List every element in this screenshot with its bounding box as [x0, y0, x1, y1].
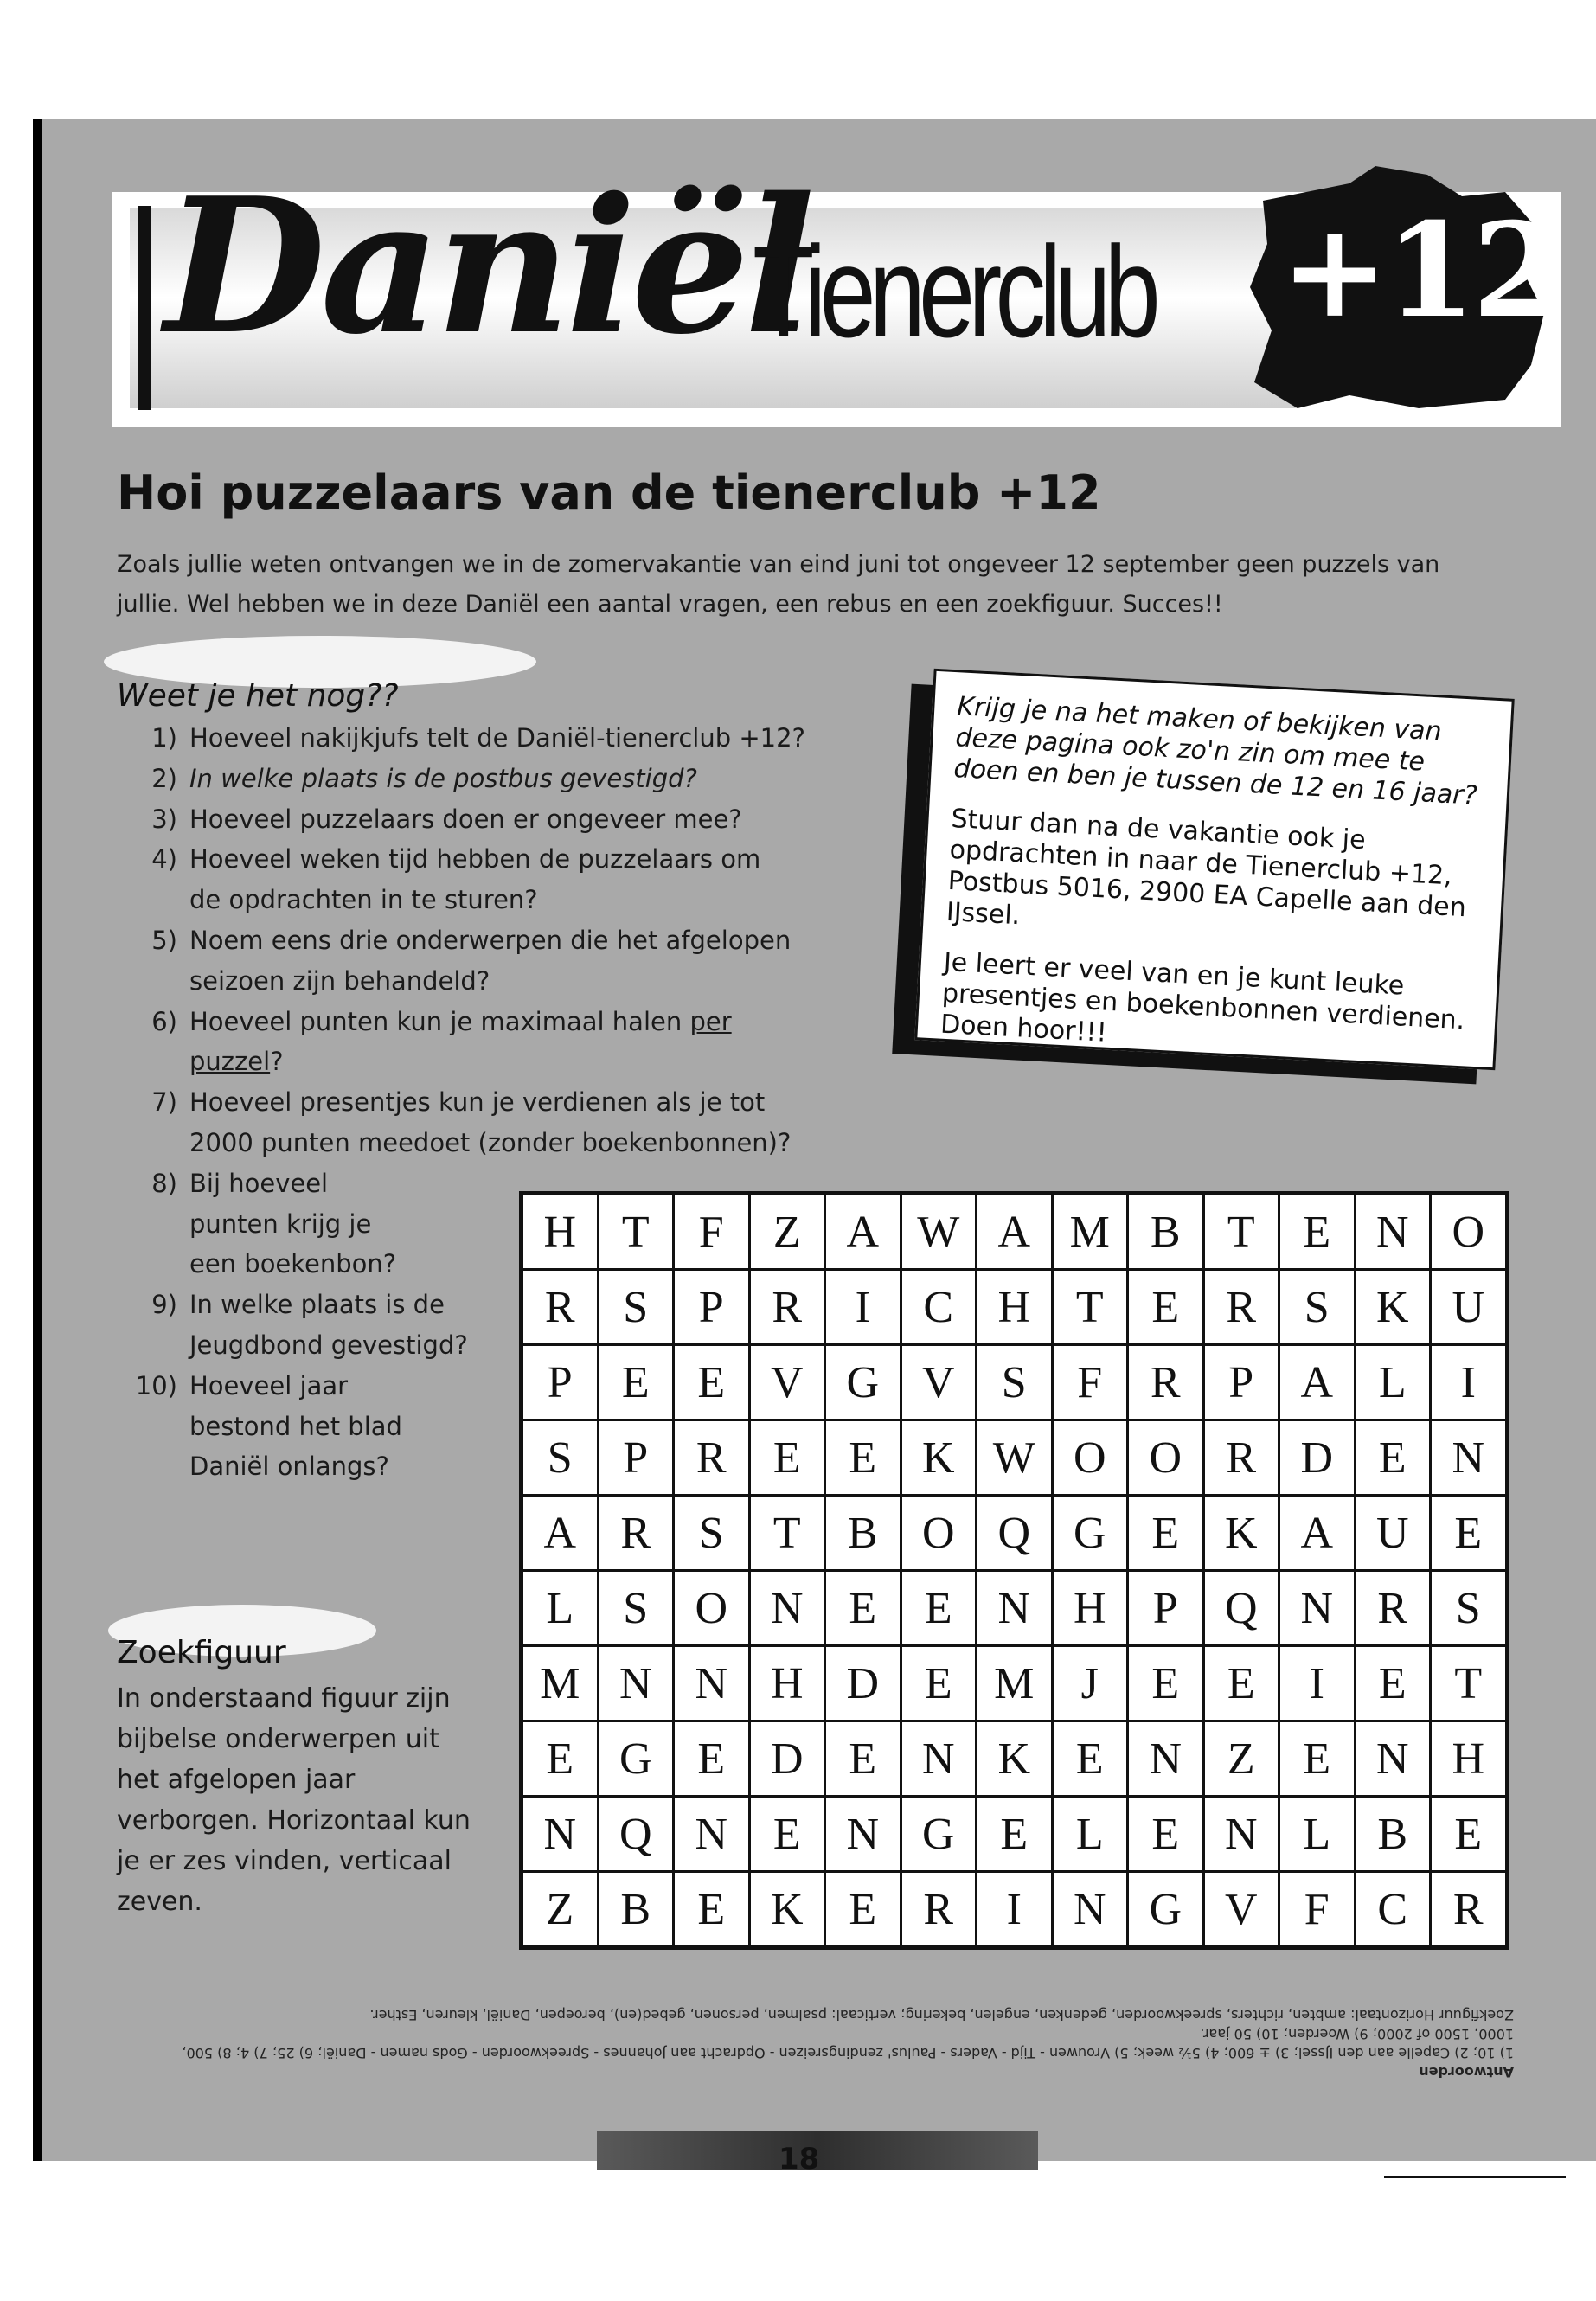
grid-cell: E	[1279, 1721, 1356, 1797]
grid-cell: V	[901, 1345, 977, 1420]
grid-cell: E	[825, 1721, 901, 1797]
page-number: 18	[779, 2142, 820, 2176]
grid-cell: L	[522, 1571, 599, 1646]
grid-cell: P	[1203, 1345, 1279, 1420]
grid-cell: Z	[522, 1872, 599, 1948]
grid-cell: G	[825, 1345, 901, 1420]
callout-box	[914, 669, 1515, 1071]
grid-cell: R	[674, 1420, 750, 1496]
grid-cell: E	[1355, 1646, 1431, 1721]
grid-cell: N	[674, 1646, 750, 1721]
grid-cell: F	[674, 1194, 750, 1270]
question-item	[125, 759, 817, 799]
grid-cell: P	[674, 1270, 750, 1345]
grid-cell: A	[825, 1194, 901, 1270]
grid-cell: V	[749, 1345, 825, 1420]
grid-cell: E	[901, 1646, 977, 1721]
grid-cell: V	[1203, 1872, 1279, 1948]
question-item	[125, 920, 817, 1002]
page-left-border	[33, 119, 42, 2161]
page-title: Hoi puzzelaars van de tienerclub +12	[117, 465, 1101, 520]
grid-cell: U	[1355, 1496, 1431, 1571]
grid-cell: S	[522, 1420, 599, 1496]
grid-cell: R	[598, 1496, 674, 1571]
logo-bar	[138, 206, 151, 410]
grid-cell: S	[598, 1270, 674, 1345]
question-item	[125, 1002, 817, 1083]
section-heading-weet: Weet je het nog??	[117, 678, 399, 714]
grid-cell: E	[901, 1571, 977, 1646]
grid-row	[522, 1270, 1508, 1345]
grid-cell: R	[1431, 1872, 1508, 1948]
grid-cell: Q	[977, 1496, 1053, 1571]
grid-cell: T	[749, 1496, 825, 1571]
question-item	[125, 799, 817, 840]
grid-row	[522, 1496, 1508, 1571]
question-number: 2)	[151, 763, 177, 793]
grid-cell: T	[1052, 1270, 1128, 1345]
grid-cell: I	[977, 1872, 1053, 1948]
answers-block	[95, 2005, 1514, 2081]
grid-cell: D	[825, 1646, 901, 1721]
question-text: Hoeveel nakijkjufs telt de Daniël-tienerclub +12?	[189, 723, 805, 753]
grid-cell: H	[522, 1194, 599, 1270]
grid-cell: K	[749, 1872, 825, 1948]
answers-heading: Antwoorden	[1419, 2064, 1514, 2080]
grid-cell: E	[1128, 1797, 1204, 1872]
grid-row	[522, 1420, 1508, 1496]
question-text	[189, 1002, 817, 1083]
grid-cell: E	[1128, 1646, 1204, 1721]
grid-cell: D	[749, 1721, 825, 1797]
grid-cell: H	[1431, 1721, 1508, 1797]
grid-cell: S	[1431, 1571, 1508, 1646]
grid-cell: L	[1279, 1797, 1356, 1872]
grid-cell: O	[1128, 1420, 1204, 1496]
question-text: In welke plaats is de postbus gevestigd?	[189, 763, 697, 793]
grid-cell: I	[1279, 1646, 1356, 1721]
grid-cell: N	[1052, 1872, 1128, 1948]
grid-cell: O	[674, 1571, 750, 1646]
question-number: 5)	[151, 925, 177, 955]
intro-paragraph: Zoals jullie weten ontvangen we in de zomervakantie van eind juni tot ongeveer 12 september geen puzzels van jullie. Wel hebben we in deze Daniël een aantal vragen, een rebus en een zoekfiguur. Succes!!	[117, 551, 1440, 618]
grid-cell: D	[1279, 1420, 1356, 1496]
question-number: 3)	[151, 804, 177, 834]
grid-cell: E	[674, 1721, 750, 1797]
grid-cell: W	[901, 1194, 977, 1270]
grid-cell: J	[1052, 1646, 1128, 1721]
grid-cell: N	[1128, 1721, 1204, 1797]
grid-cell: E	[1052, 1721, 1128, 1797]
grid-cell: C	[901, 1270, 977, 1345]
grid-cell: Z	[1203, 1721, 1279, 1797]
grid-cell: E	[825, 1420, 901, 1496]
grid-cell: N	[825, 1797, 901, 1872]
zoek-description: In onderstaand figuur zijn bijbelse onderwerpen uit het afgelopen jaar verborgen. Horizontaal kun je er zes vinden, verticaal zeven.	[117, 1683, 471, 1917]
grid-cell: L	[1355, 1345, 1431, 1420]
question-text-underlined: per puzzel	[189, 1006, 732, 1077]
grid-cell: B	[598, 1872, 674, 1948]
grid-cell: U	[1431, 1270, 1508, 1345]
question-item	[125, 718, 817, 759]
grid-cell: S	[1279, 1270, 1356, 1345]
grid-cell: E	[598, 1345, 674, 1420]
grid-cell: R	[901, 1872, 977, 1948]
grid-cell: F	[1052, 1345, 1128, 1420]
grid-cell: H	[1052, 1571, 1128, 1646]
grid-cell: S	[598, 1571, 674, 1646]
word-search-grid	[519, 1191, 1509, 1950]
grid-cell: R	[1128, 1345, 1204, 1420]
grid-cell: I	[825, 1270, 901, 1345]
question-text: Noem eens drie onderwerpen die het afgelopen seizoen zijn behandeld?	[189, 925, 792, 996]
grid-cell: N	[1355, 1721, 1431, 1797]
logo-badge-plus12: +12	[1280, 195, 1560, 347]
callout-paragraph: Stuur dan na de vakantie ook je opdrachten in naar de Tienerclub +12, Postbus 5016, 2900 EA Capelle aan den IJssel.	[945, 804, 1467, 932]
grid-cell: E	[522, 1721, 599, 1797]
grid-cell: R	[749, 1270, 825, 1345]
grid-row	[522, 1571, 1508, 1646]
grid-cell: N	[522, 1797, 599, 1872]
grid-row	[522, 1194, 1508, 1270]
grid-cell: N	[749, 1571, 825, 1646]
grid-cell: E	[825, 1872, 901, 1948]
grid-cell: B	[1355, 1797, 1431, 1872]
grid-cell: H	[977, 1270, 1053, 1345]
grid-cell: E	[1128, 1270, 1204, 1345]
grid-cell: S	[977, 1345, 1053, 1420]
question-number: 4)	[151, 844, 177, 875]
grid-row	[522, 1797, 1508, 1872]
grid-cell: R	[522, 1270, 599, 1345]
grid-cell: R	[1203, 1420, 1279, 1496]
answers-line: 1000, 1500 of 2000; 9) Woerden; 10) 50 jaar.	[1200, 2026, 1514, 2042]
grid-cell: B	[825, 1496, 901, 1571]
logo-word-tienerclub: Tienerclub	[753, 219, 1154, 364]
question-item	[125, 1082, 817, 1163]
grid-cell: T	[598, 1194, 674, 1270]
grid-cell: E	[1279, 1194, 1356, 1270]
grid-cell: C	[1355, 1872, 1431, 1948]
grid-cell: O	[901, 1496, 977, 1571]
question-number: 8)	[151, 1168, 177, 1198]
grid-cell: P	[1128, 1571, 1204, 1646]
grid-cell: F	[1279, 1872, 1356, 1948]
grid-cell: K	[1203, 1496, 1279, 1571]
grid-cell: M	[522, 1646, 599, 1721]
grid-cell: E	[1203, 1646, 1279, 1721]
question-text: In welke plaats is de Jeugdbond gevestigd?	[189, 1290, 468, 1360]
grid-cell: N	[598, 1646, 674, 1721]
grid-cell: Z	[749, 1194, 825, 1270]
section-heading-zoek: Zoekfiguur	[117, 1635, 286, 1670]
grid-cell: A	[977, 1194, 1053, 1270]
grid-cell: A	[1279, 1345, 1356, 1420]
question-number: 7)	[151, 1087, 177, 1118]
question-number: 10)	[135, 1370, 177, 1400]
grid-cell: E	[674, 1345, 750, 1420]
grid-cell: H	[749, 1646, 825, 1721]
grid-cell: N	[1279, 1571, 1356, 1646]
callout-paragraph: Je leert er veel van en je kunt leuke presentjes en boekenbonnen verdienen. Doen hoor!!!	[939, 946, 1466, 1048]
question-text: Hoeveel puzzelaars doen er ongeveer mee?	[189, 804, 742, 834]
grid-cell: O	[1431, 1194, 1508, 1270]
grid-cell: E	[749, 1420, 825, 1496]
question-text-part: ?	[270, 1047, 284, 1077]
grid-cell: N	[1355, 1194, 1431, 1270]
question-number: 9)	[151, 1290, 177, 1320]
question-item	[125, 839, 817, 920]
grid-cell: O	[1052, 1420, 1128, 1496]
grid-cell: M	[1052, 1194, 1128, 1270]
grid-cell: S	[674, 1496, 750, 1571]
grid-cell: K	[977, 1721, 1053, 1797]
grid-cell: N	[977, 1571, 1053, 1646]
grid-cell: I	[1431, 1345, 1508, 1420]
grid-cell: N	[1203, 1797, 1279, 1872]
grid-row	[522, 1721, 1508, 1797]
callout-paragraph: Krijg je na het maken of bekijken van deze pagina ook zo'n zin om mee te doen en ben je tussen de 12 en 16 jaar?	[952, 691, 1478, 811]
grid-cell: R	[1203, 1270, 1279, 1345]
answers-line: Zoekfiguur Horizontaal: ambten, richters, spreekwoorden, gedenken, engelen, bekering; verticaal: psalmen, personen, gebed(en), beroepen, Daniël, kleuren, Esther.	[369, 2007, 1514, 2023]
question-text: Hoeveel presentjes kun je verdienen als je tot 2000 punten meedoet (zonder boekenbonnen)?	[189, 1087, 792, 1157]
grid-cell: E	[749, 1797, 825, 1872]
question-text: Bij hoeveel punten krijg je een boekenbon?	[189, 1168, 397, 1279]
grid-cell: P	[522, 1345, 599, 1420]
question-number: 1)	[151, 723, 177, 753]
grid-cell: K	[901, 1420, 977, 1496]
grid-row	[522, 1646, 1508, 1721]
grid-cell: E	[977, 1797, 1053, 1872]
grid-cell: R	[1355, 1571, 1431, 1646]
grid-cell: G	[1128, 1872, 1204, 1948]
grid-row	[522, 1872, 1508, 1948]
grid-cell: E	[825, 1571, 901, 1646]
grid-cell: L	[1052, 1797, 1128, 1872]
grid-cell: N	[901, 1721, 977, 1797]
grid-cell: N	[674, 1797, 750, 1872]
grid-cell: N	[1431, 1420, 1508, 1496]
grid-cell: T	[1203, 1194, 1279, 1270]
grid-cell: G	[1052, 1496, 1128, 1571]
grid-cell: W	[977, 1420, 1053, 1496]
grid-cell: E	[1431, 1496, 1508, 1571]
grid-cell: A	[522, 1496, 599, 1571]
answers-line: 1) 10; 2) Capelle aan den IJssel; 3) ± 600; 4) 5½ week; 5) Vrouwen - Tijd - Vaders - Paulus' zendingsreizen - Opdracht aan Johannes - Spreekwoorden - Gods namen - Daniël; 6) 25; 7) 4; 8) 500,	[182, 2045, 1514, 2061]
grid-row	[522, 1345, 1508, 1420]
grid-cell: G	[901, 1797, 977, 1872]
question-number: 6)	[151, 1006, 177, 1036]
grid-cell: E	[1431, 1797, 1508, 1872]
grid-cell: E	[1355, 1420, 1431, 1496]
grid-cell: E	[1128, 1496, 1204, 1571]
grid-cell: K	[1355, 1270, 1431, 1345]
question-text: Hoeveel weken tijd hebben de puzzelaars om de opdrachten in te sturen?	[189, 844, 761, 915]
footer-rule	[1384, 2176, 1566, 2178]
grid-cell: Q	[1203, 1571, 1279, 1646]
grid-cell: E	[674, 1872, 750, 1948]
grid-cell: A	[1279, 1496, 1356, 1571]
grid-cell: T	[1431, 1646, 1508, 1721]
grid-cell: Q	[598, 1797, 674, 1872]
question-text-part: Hoeveel punten kun je maximaal halen	[189, 1006, 690, 1036]
grid-cell: P	[598, 1420, 674, 1496]
logo-script-daniel: Daniël	[164, 157, 811, 375]
grid-cell: B	[1128, 1194, 1204, 1270]
grid-cell: M	[977, 1646, 1053, 1721]
question-text: Hoeveel jaar bestond het blad Daniël onlangs?	[189, 1370, 402, 1482]
grid-cell: G	[598, 1721, 674, 1797]
